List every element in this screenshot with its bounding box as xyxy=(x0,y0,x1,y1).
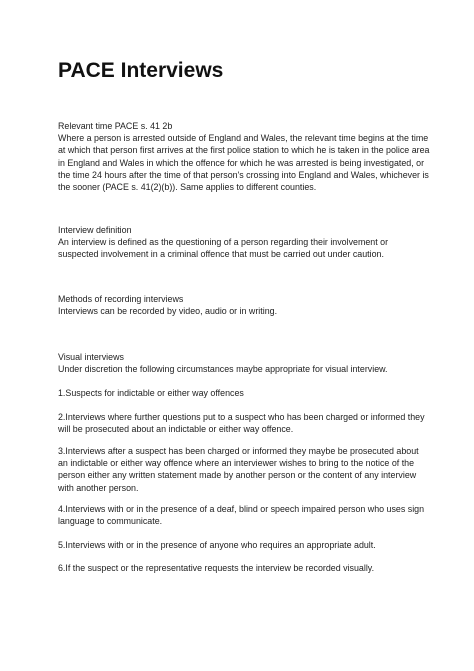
section-body: An interview is defined as the questioning of a person regarding their involvement or suspected involvement in a criminal offence that must be carried out under caution. xyxy=(58,237,389,260)
page-title: PACE Interviews xyxy=(58,59,224,82)
section-heading: Methods of recording interviews xyxy=(58,294,184,304)
list-item: 1.Suspects for indictable or either way offences xyxy=(58,388,244,398)
section-heading: Visual interviews xyxy=(58,352,124,362)
section-body: Interviews can be recorded by video, audio or in writing. xyxy=(58,306,278,317)
section-body: Where a person is arrested outside of England and Wales, the relevant time begins at the time at which that person first arrives at the first police station to which he is taken in the police area in England and Wales in which the offence for which he was arrested is being investigated, or the time 24 hours after the time of that person's crossing into England and Wales, whichever is the sooner (PACE s. 41(2)(b)). Same applies to different counties. xyxy=(58,133,430,193)
section-heading: Relevant time PACE s. 41 2b xyxy=(58,121,173,131)
section-relevant-time xyxy=(58,120,430,193)
section-visual-interviews xyxy=(58,351,430,375)
section-heading: Interview definition xyxy=(58,225,132,235)
section-recording-methods xyxy=(58,293,430,317)
list-item: 4.Interviews with or in the presence of a deaf, blind or speech impaired person who uses sign language to communicate. xyxy=(58,504,425,527)
section-body: Under discretion the following circumstances maybe appropriate for visual interview. xyxy=(58,364,388,375)
list-item: 2.Interviews where further questions put to a suspect who has been charged or informed they will be prosecuted about an indictable or either way offence. xyxy=(58,412,425,435)
list-item: 6.If the suspect or the representative requests the interview be recorded visually. xyxy=(58,563,375,573)
list-item: 5.Interviews with or in the presence of anyone who requires an appropriate adult. xyxy=(58,540,376,550)
list-item: 3.Interviews after a suspect has been charged or informed they maybe be prosecuted about an indictable or either way offence where an interviewer wishes to bring to the notice of the person either any written statement made by another person or the content of any interview with another person. xyxy=(58,446,419,493)
section-interview-definition xyxy=(58,224,430,261)
